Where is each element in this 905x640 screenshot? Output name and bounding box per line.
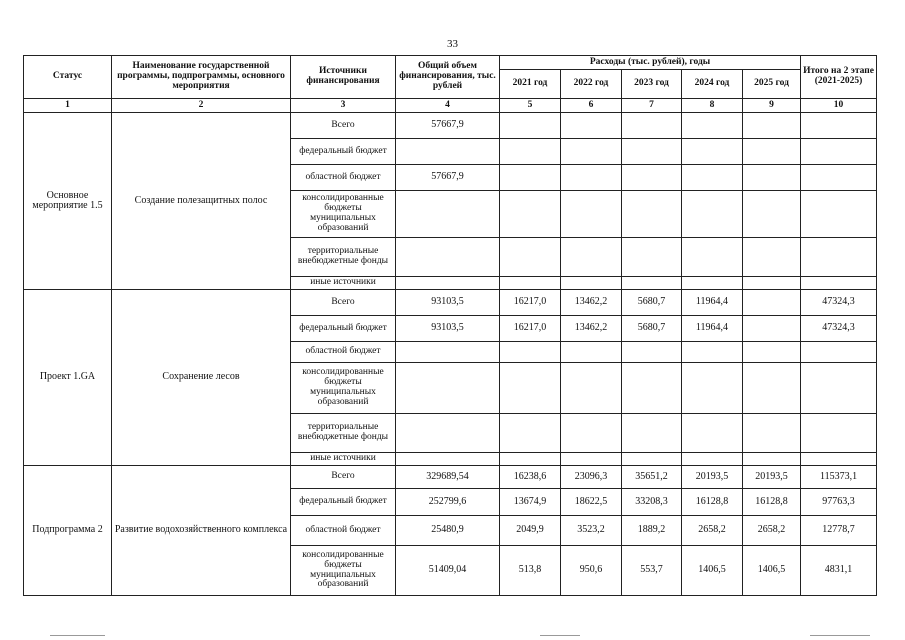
itogo-cell: 115373,1: [801, 466, 877, 489]
table-row: [24, 290, 877, 316]
year-value-cell: 16128,8: [743, 489, 801, 516]
total-volume-cell: 57667,9: [396, 113, 500, 139]
itogo-cell: 4831,1: [801, 546, 877, 596]
itogo-cell: [801, 453, 877, 466]
year-value-cell: 16238,6: [500, 466, 561, 489]
itogo-cell: [801, 414, 877, 453]
year-value-cell: [682, 113, 743, 139]
year-value-cell: [561, 238, 622, 277]
total-volume-cell: [396, 139, 500, 165]
funding-source: территориальные внебюджетные фонды: [291, 414, 396, 453]
header-year: 2021 год: [500, 70, 561, 99]
year-value-cell: [743, 139, 801, 165]
itogo-cell: 47324,3: [801, 316, 877, 342]
year-value-cell: [743, 113, 801, 139]
year-value-cell: [743, 165, 801, 191]
column-index: 10: [801, 99, 877, 113]
year-value-cell: 5680,7: [622, 316, 682, 342]
header-year: 2025 год: [743, 70, 801, 99]
itogo-cell: 47324,3: [801, 290, 877, 316]
funding-source: Всего: [291, 113, 396, 139]
year-value-cell: 13462,2: [561, 290, 622, 316]
scan-mark: [810, 635, 870, 636]
year-value-cell: [500, 139, 561, 165]
funding-source: Всего: [291, 290, 396, 316]
year-value-cell: [682, 139, 743, 165]
budget-table: [23, 55, 877, 596]
year-value-cell: 1406,5: [743, 546, 801, 596]
funding-source: консолидированные бюджеты муниципальных образований: [291, 546, 396, 596]
year-value-cell: [682, 165, 743, 191]
row-status: Проект 1.GA: [24, 290, 112, 466]
funding-source: областной бюджет: [291, 165, 396, 191]
year-value-cell: 1406,5: [682, 546, 743, 596]
year-value-cell: 16217,0: [500, 290, 561, 316]
year-value-cell: 13674,9: [500, 489, 561, 516]
total-volume-cell: [396, 453, 500, 466]
column-index: 6: [561, 99, 622, 113]
funding-source: Всего: [291, 466, 396, 489]
row-status: Основное мероприятие 1.5: [24, 113, 112, 290]
total-volume-cell: [396, 277, 500, 290]
year-value-cell: [622, 238, 682, 277]
year-value-cell: [500, 165, 561, 191]
year-value-cell: [561, 191, 622, 238]
year-value-cell: [743, 191, 801, 238]
funding-source: иные источники: [291, 277, 396, 290]
year-value-cell: [622, 453, 682, 466]
year-value-cell: [682, 277, 743, 290]
year-value-cell: [743, 277, 801, 290]
funding-source: консолидированные бюджеты муниципальных образований: [291, 363, 396, 414]
year-value-cell: 13462,2: [561, 316, 622, 342]
year-value-cell: [622, 414, 682, 453]
header-expenses: Расходы (тыс. рублей), годы: [500, 56, 801, 70]
funding-source: областной бюджет: [291, 516, 396, 546]
header-itogo: Итого на 2 этапе (2021-2025): [801, 56, 877, 99]
year-value-cell: 5680,7: [622, 290, 682, 316]
column-index: 4: [396, 99, 500, 113]
funding-source: федеральный бюджет: [291, 139, 396, 165]
row-program-name: Сохранение лесов: [112, 290, 291, 466]
year-value-cell: [682, 363, 743, 414]
year-value-cell: 16217,0: [500, 316, 561, 342]
column-index: 9: [743, 99, 801, 113]
year-value-cell: 16128,8: [682, 489, 743, 516]
total-volume-cell: 57667,9: [396, 165, 500, 191]
column-index: 3: [291, 99, 396, 113]
total-volume-cell: [396, 238, 500, 277]
year-value-cell: 1889,2: [622, 516, 682, 546]
year-value-cell: 20193,5: [682, 466, 743, 489]
funding-source: иные источники: [291, 453, 396, 466]
total-volume-cell: 329689,54: [396, 466, 500, 489]
year-value-cell: [500, 453, 561, 466]
itogo-cell: [801, 238, 877, 277]
year-value-cell: [500, 113, 561, 139]
year-value-cell: 35651,2: [622, 466, 682, 489]
year-value-cell: [743, 414, 801, 453]
total-volume-cell: [396, 414, 500, 453]
header-name: Наименование государственной программы, подпрограммы, основного мероприятия: [112, 56, 291, 99]
year-value-cell: 23096,3: [561, 466, 622, 489]
year-value-cell: [500, 414, 561, 453]
column-index: 7: [622, 99, 682, 113]
year-value-cell: [561, 139, 622, 165]
total-volume-cell: 93103,5: [396, 290, 500, 316]
year-value-cell: 2658,2: [682, 516, 743, 546]
row-program-name: Создание полезащитных полос: [112, 113, 291, 290]
year-value-cell: [682, 238, 743, 277]
scan-mark: [540, 635, 580, 636]
year-value-cell: [561, 165, 622, 191]
year-value-cell: [500, 238, 561, 277]
itogo-cell: [801, 363, 877, 414]
year-value-cell: [500, 277, 561, 290]
itogo-cell: 97763,3: [801, 489, 877, 516]
column-index: 8: [682, 99, 743, 113]
table-row: [24, 466, 877, 489]
year-value-cell: [622, 342, 682, 363]
year-value-cell: [561, 453, 622, 466]
year-value-cell: [500, 363, 561, 414]
itogo-cell: 12778,7: [801, 516, 877, 546]
year-value-cell: [743, 363, 801, 414]
year-value-cell: [743, 290, 801, 316]
year-value-cell: 553,7: [622, 546, 682, 596]
year-value-cell: [622, 191, 682, 238]
year-value-cell: [561, 113, 622, 139]
header-sources: Источники финансирования: [291, 56, 396, 99]
funding-source: консолидированные бюджеты муниципальных образований: [291, 191, 396, 238]
year-value-cell: 33208,3: [622, 489, 682, 516]
itogo-cell: [801, 165, 877, 191]
year-value-cell: 513,8: [500, 546, 561, 596]
row-status: Подпрограмма 2: [24, 466, 112, 596]
year-value-cell: [561, 363, 622, 414]
total-volume-cell: [396, 342, 500, 363]
year-value-cell: 2049,9: [500, 516, 561, 546]
year-value-cell: [743, 316, 801, 342]
year-value-cell: [743, 238, 801, 277]
year-value-cell: [682, 453, 743, 466]
total-volume-cell: 252799,6: [396, 489, 500, 516]
header-year: 2022 год: [561, 70, 622, 99]
table-row: [24, 113, 877, 139]
column-index-row: [24, 99, 877, 113]
funding-source: территориальные внебюджетные фонды: [291, 238, 396, 277]
row-program-name: Развитие водохозяйственного комплекса: [112, 466, 291, 596]
year-value-cell: [500, 342, 561, 363]
page-number: 33: [447, 38, 458, 50]
header-total-volume: Общий объем финансирования, тыс. рублей: [396, 56, 500, 99]
year-value-cell: [743, 453, 801, 466]
header-status: Статус: [24, 56, 112, 99]
funding-source: областной бюджет: [291, 342, 396, 363]
itogo-cell: [801, 191, 877, 238]
itogo-cell: [801, 277, 877, 290]
year-value-cell: 11964,4: [682, 316, 743, 342]
year-value-cell: 20193,5: [743, 466, 801, 489]
year-value-cell: [743, 342, 801, 363]
scan-mark: [50, 635, 105, 636]
itogo-cell: [801, 139, 877, 165]
total-volume-cell: 25480,9: [396, 516, 500, 546]
year-value-cell: [561, 277, 622, 290]
funding-source: федеральный бюджет: [291, 489, 396, 516]
year-value-cell: [561, 414, 622, 453]
header-year: 2023 год: [622, 70, 682, 99]
year-value-cell: 11964,4: [682, 290, 743, 316]
total-volume-cell: 51409,04: [396, 546, 500, 596]
year-value-cell: [622, 113, 682, 139]
year-value-cell: 3523,2: [561, 516, 622, 546]
year-value-cell: [561, 342, 622, 363]
total-volume-cell: [396, 363, 500, 414]
year-value-cell: [622, 139, 682, 165]
year-value-cell: [622, 165, 682, 191]
column-index: 5: [500, 99, 561, 113]
total-volume-cell: 93103,5: [396, 316, 500, 342]
year-value-cell: 2658,2: [743, 516, 801, 546]
funding-source: федеральный бюджет: [291, 316, 396, 342]
year-value-cell: 950,6: [561, 546, 622, 596]
itogo-cell: [801, 113, 877, 139]
column-index: 2: [112, 99, 291, 113]
year-value-cell: [682, 414, 743, 453]
itogo-cell: [801, 342, 877, 363]
year-value-cell: [682, 342, 743, 363]
column-index: 1: [24, 99, 112, 113]
year-value-cell: [622, 363, 682, 414]
header-year: 2024 год: [682, 70, 743, 99]
year-value-cell: [622, 277, 682, 290]
total-volume-cell: [396, 191, 500, 238]
year-value-cell: [500, 191, 561, 238]
year-value-cell: 18622,5: [561, 489, 622, 516]
year-value-cell: [682, 191, 743, 238]
